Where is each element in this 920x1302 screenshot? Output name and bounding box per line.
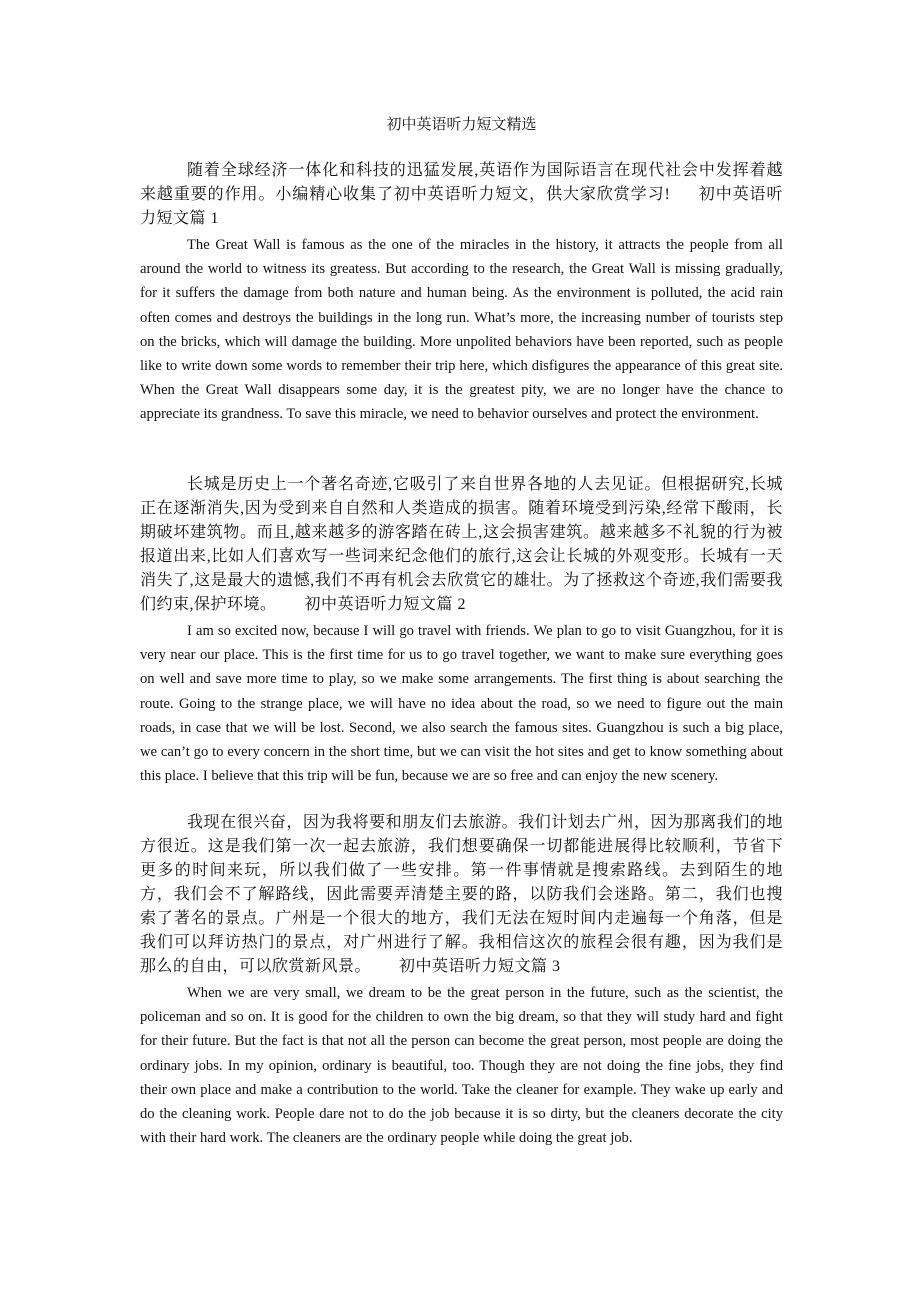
passage1-chinese-text: 长城是历史上一个著名奇迹,它吸引了来自世界各地的人去见证。但根据研究,长城正在逐渐消失,因为受到来自自然和人类造成的损害。随着环境受到污染,经常下酸雨，长期破坏建筑物。而且,越来越多的游客踏在砖上,这会损害建筑。越来越多不礼貌的行为被报道出来,比如人们喜欢写一些词来纪念他们的旅行,这会让长城的外观变形。长城有一天消失了,这是最大的遗憾,我们不再有机会去欣赏它的雄壮。为了拯救这个奇迹,我们需要我们约束,保护环境。 <box>140 476 783 613</box>
section1-heading: 初中英语听力短文篇 1 <box>140 186 783 227</box>
section3-heading: 初中英语听力短文篇 3 <box>399 958 561 975</box>
passage2-english: I am so excited now, because I will go travel with friends. We plan to go to visit Guangzhou, for it is very near our place. This is the first time for us to go travel together, we want to make sure everything goes on well and save more time to play, so we make some arrangements. The first thing is about searching the route. Going to the strange place, we will have no idea about the road, so we need to figure out the main roads, in case that we will be lost. Second, we also search the famous sites. Guangzhou is such a big place, we can’t go to every concern in the short time, but we can visit the hot sites and get to know something about this place. I believe that this trip will be fun, because we are so free and can enjoy the new scenery. <box>140 623 783 785</box>
intro-text: 随着全球经济一体化和科技的迅猛发展,英语作为国际语言在现代社会中发挥着越来越重要的作用。小编精心收集了初中英语听力短文，供大家欣赏学习! <box>140 162 783 203</box>
passage3-english: When we are very small, we dream to be the great person in the future, such as the scientist, the policeman and so on. It is good for the children to own the big dream, so that they will study hard and fight for their future. But the fact is that not all the person can become the great person, most people are doing the ordinary jobs. In my opinion, ordinary is beautiful, too. Though they are not doing the fine jobs, they find their own place and make a contribution to the world. Take the cleaner for example. They wake up early and do the cleaning work. People dare not to do the job because it is so dirty, but the cleaners decorate the city with their hard work. The cleaners are the ordinary people while doing the great job. <box>140 985 783 1147</box>
document-title: 初中英语听力短文精选 <box>386 117 537 133</box>
passage1-english: The Great Wall is famous as the one of the miracles in the history, it attracts the people from all around the world to witness its greatess. But according to the research, the Great Wall is missing gradually, for it suffers the damage from both nature and human being. As the environment is polluted, the acid rain often comes and destroys the buildings in the long run. What’s more, the increasing number of tourists step on the bricks, which will damage the building. More unpolited behaviors have been reported, such as people like to write down some words to remember their trip here, which disfigures the appearance of this great site. When the Great Wall disappears some day, it is the greatest pity, we are no longer have the chance to appreciate its grandness. To save this miracle, we need to behavior ourselves and protect the environment. <box>140 237 783 423</box>
passage2-chinese-text: 我现在很兴奋，因为我将要和朋友们去旅游。我们计划去广州，因为那离我们的地方很近。这是我们第一次一起去旅游，我们想要确保一切都能进展得比较顺利，节省下更多的时间来玩，所以我们做了一些安排。第一件事情就是搜索路线。去到陌生的地方，我们会不了解路线，因此需要弄清楚主要的路，以防我们会迷路。第二，我们也搜索了著名的景点。广州是一个很大的地方，我们无法在短时间内走遍每一个角落，但是我们可以拜访热门的景点，对广州进行了解。我相信这次的旅程会很有趣，因为我们是那么的自由，可以欣赏新风景。 <box>140 814 783 975</box>
passage2-chinese <box>140 811 783 979</box>
section2-heading: 初中英语听力短文篇 2 <box>304 596 467 613</box>
intro-paragraph <box>140 159 783 231</box>
passage1-chinese <box>140 473 783 617</box>
